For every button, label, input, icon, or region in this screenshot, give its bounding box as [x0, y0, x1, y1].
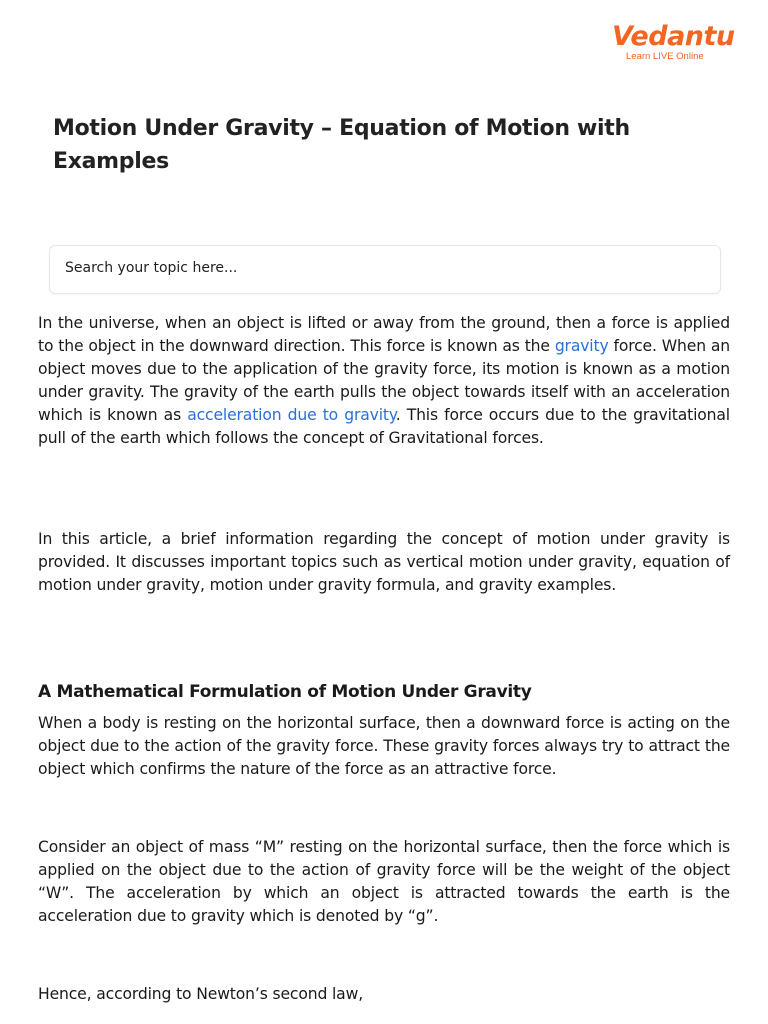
vedantu-logo[interactable]: [612, 21, 735, 62]
gravity-link[interactable]: gravity: [554, 337, 609, 356]
logo-tagline: Learn LIVE Online: [626, 51, 704, 62]
section-heading: A Mathematical Formulation of Motion Under Gravity: [38, 682, 532, 702]
intro-paragraph: [38, 312, 730, 451]
acceleration-due-to-gravity-link[interactable]: acceleration due to gravity: [187, 406, 396, 425]
page-title: Motion Under Gravity – Equation of Motion with Examples: [53, 116, 630, 174]
article-summary-paragraph: In this article, a brief information regarding the concept of motion under gravity is provided. It discusses important topics such as vertical motion under gravity, equation of motion under gravity, motion under gravity formula, and gravity examples.: [38, 530, 730, 595]
intro-text-2: force. When an object moves due to the application of the gravity force, its motion is known as a motion under gravity. The gravity of the earth pulls the object towards itself with an acceleration which is known as: [38, 337, 731, 425]
logo-wordmark: Vedantu: [612, 21, 735, 52]
search-box[interactable]: [49, 245, 721, 294]
newton-law-paragraph: Hence, according to Newton’s second law,: [38, 985, 364, 1003]
mass-weight-paragraph: Consider an object of mass “M” resting on the horizontal surface, then the force which is applied on the object due to the action of gravity force will be the weight of the object “W”. The acceleration by which an object is attracted towards the earth is the acceleration due to gravity which is denoted by “g”.: [38, 838, 730, 926]
search-input[interactable]: [65, 260, 695, 276]
intro-text-3: . This force occurs due to the gravitational pull of the earth which follows the concept of Gravitational forces.: [38, 406, 730, 448]
resting-body-paragraph: When a body is resting on the horizontal surface, then a downward force is acting on the object due to the action of the gravity force. These gravity forces always try to attract the object which confirms the nature of the force as an attractive force.: [38, 714, 730, 779]
intro-text-1: In the universe, when an object is lifted or away from the ground, then a force is applied to the object in the downward direction. This force is known as the: [38, 314, 730, 356]
